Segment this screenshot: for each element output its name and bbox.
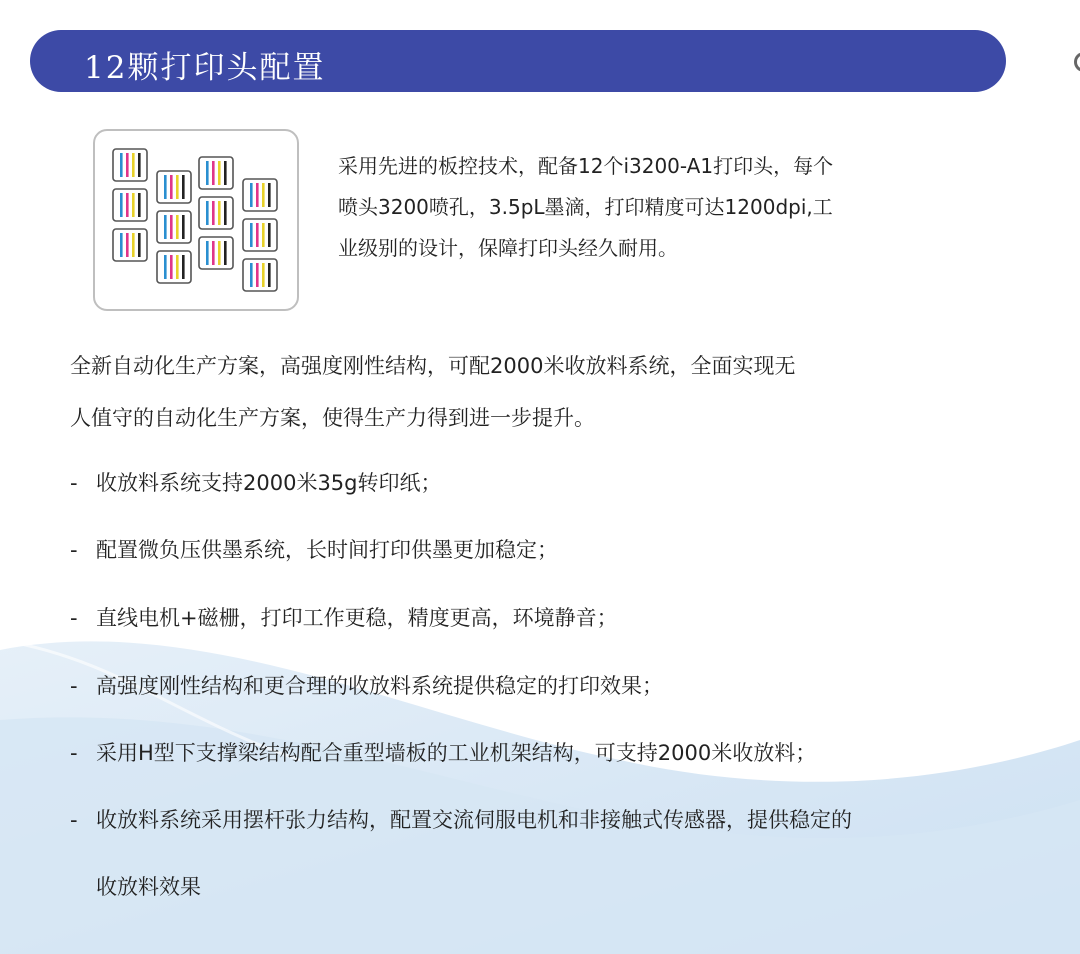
printhead-array-icon [95, 131, 297, 309]
feature-item [70, 603, 618, 633]
feature-item [70, 535, 558, 565]
feature-item [70, 468, 442, 498]
bullet-dash: - [70, 538, 78, 562]
bullet-dash: - [70, 741, 78, 765]
bullet-dash: - [70, 606, 78, 630]
bullet-dash: - [70, 808, 78, 832]
feature-text: 收放料系统采用摆杆张力结构，配置交流伺服电机和非接触式传感器，提供稳定的 [96, 808, 852, 832]
summary-text [70, 340, 1030, 444]
printhead-module [243, 259, 277, 291]
summary-line: 人值守的自动化生产方案，使得生产力得到进一步提升。 [70, 406, 595, 430]
feature-text: 配置微负压供墨系统，长时间打印供墨更加稳定； [96, 538, 558, 562]
bullet-dash: - [70, 674, 78, 698]
printhead-module [199, 237, 233, 269]
summary-line: 全新自动化生产方案，高强度刚性结构，可配2000米收放料系统，全面实现无 [70, 354, 796, 378]
printhead-array-card [93, 129, 299, 311]
printhead-module [113, 149, 147, 181]
printhead-module [199, 157, 233, 189]
intro-text [338, 146, 978, 269]
intro-line: 业级别的设计，保障打印头经久耐用。 [338, 236, 678, 260]
feature-continuation: 收放料效果 [96, 875, 201, 899]
feature-item [70, 738, 816, 768]
feature-item [70, 805, 852, 835]
printhead-module [199, 197, 233, 229]
printhead-module [113, 229, 147, 261]
feature-text: 高强度刚性结构和更合理的收放料系统提供稳定的打印效果； [96, 674, 663, 698]
feature-text: 直线电机+磁栅，打印工作更稳，精度更高，环境静音； [96, 606, 618, 630]
feature-text: 采用H型下支撑梁结构配合重型墙板的工业机架结构，可支持2000米收放料； [96, 741, 817, 765]
printhead-module [113, 189, 147, 221]
intro-line: 喷头3200喷孔，3.5pL墨滴，打印精度可达1200dpi,工 [338, 195, 833, 219]
bullet-dash: - [70, 471, 78, 495]
printhead-module [243, 219, 277, 251]
feature-item [70, 671, 663, 701]
section-title: 12颗打印头配置 [84, 50, 326, 86]
printhead-module [157, 251, 191, 283]
printhead-module [157, 171, 191, 203]
intro-line: 采用先进的板控技术，配备12个i3200-A1打印头，每个 [338, 154, 834, 178]
feature-text: 收放料系统支持2000米35g转印纸； [96, 471, 442, 495]
printhead-module [243, 179, 277, 211]
section-header-bar [30, 30, 1006, 92]
printhead-module [157, 211, 191, 243]
